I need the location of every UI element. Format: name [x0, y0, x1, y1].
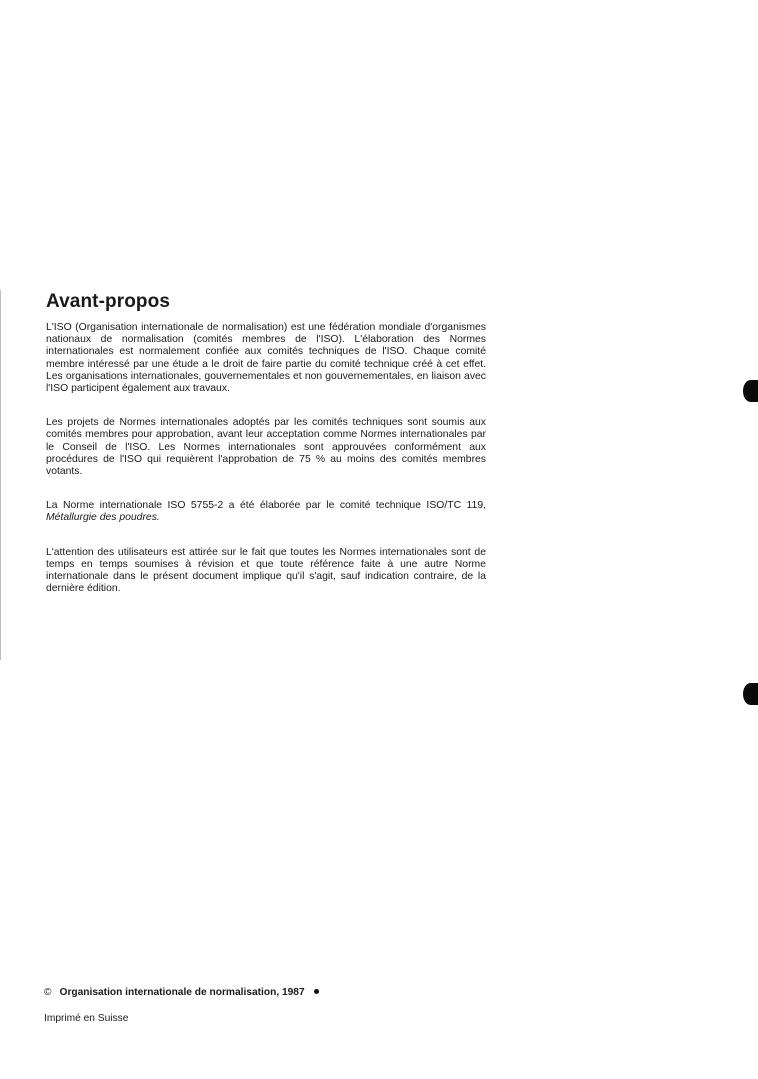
printed-in-notice: Imprimé en Suisse: [44, 1013, 129, 1024]
copyright-text: Organisation internationale de normalisation, 1987: [59, 987, 305, 998]
paragraph-committee: [46, 500, 486, 524]
paragraph-iso-description: L'ISO (Organisation internationale de normalisation) est une fédération mondiale d'organismes nationaux de normalisation (comités membres de l'ISO). L'élaboration des Normes internationales est normalement confiée aux comités techniques de l'ISO. Chaque comité membre intéressé par une étude a le droit de faire partie du comité technique créé à cet effet. Les organisations internationales, gouvernementales et non gouvernementales, en liaison avec l'ISO participent également aux travaux.: [46, 322, 486, 395]
binding-hole-mark-top: [743, 380, 758, 402]
paragraph-approval-process: Les projets de Normes internationales adoptés par les comités techniques sont soumis aux comités membres pour approbation, avant leur acceptation comme Normes internationales par le Conseil de l'ISO. Les Normes internationales sont approuvées conformément aux procédures de l'ISO qui requièrent l'approbation de 75 % au moins des comités membres votants.: [46, 417, 486, 478]
left-margin-rule: [0, 290, 1, 660]
copyright-icon: ©: [44, 987, 52, 998]
bullet-dot-icon: [314, 989, 319, 994]
committee-subject: Métallurgie des poudres.: [46, 512, 160, 524]
binding-hole-mark-bottom: [743, 683, 758, 705]
page-title: Avant-propos: [46, 291, 170, 312]
foreword-section: [46, 291, 486, 617]
committee-text: La Norme internationale ISO 5755-2 a été élaborée par le comité technique ISO/TC 119,: [46, 500, 486, 512]
paragraph-revision-notice: L'attention des utilisateurs est attirée sur le fait que toutes les Normes internationales sont de temps en temps soumises à révision et que toute référence faite à une autre Norme internationale dans le présent document implique qu'il s'agit, sauf indication contraire, de la dernière édition.: [46, 546, 486, 595]
copyright-line: [44, 987, 319, 999]
